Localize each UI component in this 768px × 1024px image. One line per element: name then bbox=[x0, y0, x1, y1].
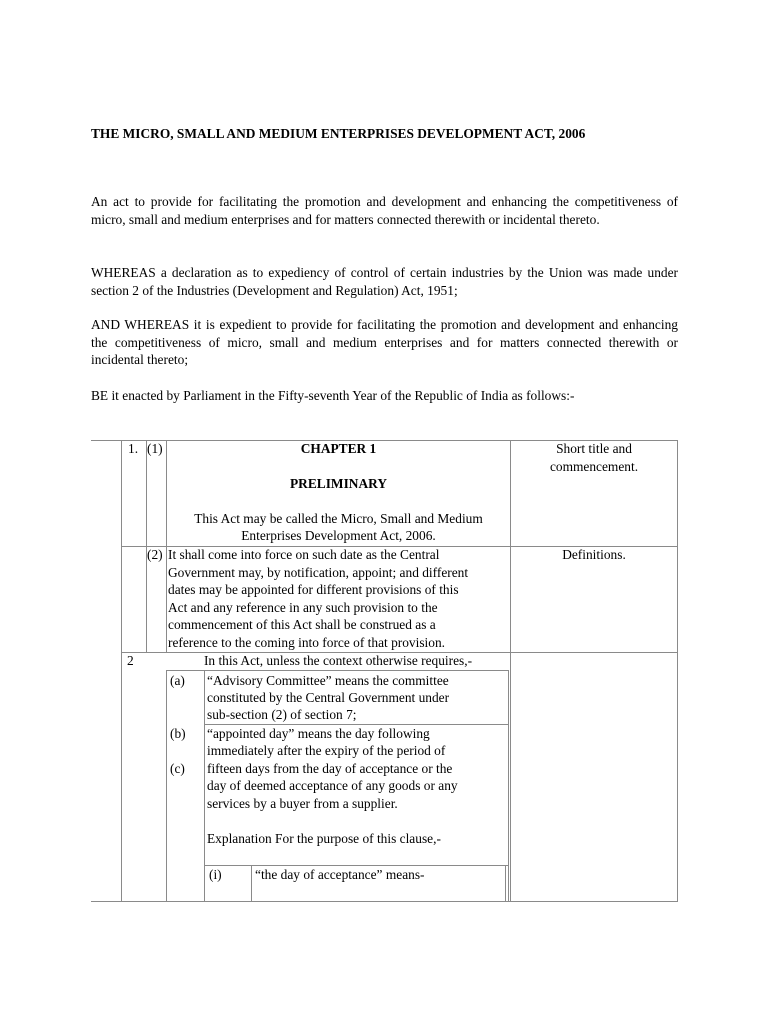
section-text-line: commencement of this Act shall be construed as a bbox=[168, 617, 436, 632]
section-number: 1. bbox=[128, 441, 139, 456]
clause-text-line: services by a buyer from a supplier. bbox=[207, 796, 398, 811]
row-divider bbox=[166, 670, 508, 671]
section-text-line: Government may, by notification, appoint; and different bbox=[168, 565, 469, 580]
section-text-line: reference to the coming into force of that provision. bbox=[168, 635, 446, 650]
section-text-line: Act and any reference in any such provision to the bbox=[168, 600, 438, 615]
subclause-label: (i) bbox=[209, 867, 222, 882]
section-text-line: dates may be appointed for different provisions of this bbox=[168, 582, 459, 597]
chapter-heading: CHAPTER 1 bbox=[300, 441, 377, 456]
act-title: THE MICRO, SMALL AND MEDIUM ENTERPRISES DEVELOPMENT ACT, 2006 bbox=[91, 126, 586, 141]
table-divider bbox=[510, 652, 511, 902]
section-intro: In this Act, unless the context otherwise requires,- bbox=[203, 653, 473, 668]
preamble-paragraph: An act to provide for facilitating the promotion and development and enhancing the competitiveness of micro, small and medium enterprises and for matters connected therewith or incidental thereto. bbox=[91, 194, 678, 227]
clause-text-line: immediately after the expiry of the period of bbox=[207, 743, 446, 758]
clause-label: (c) bbox=[170, 761, 185, 776]
and-whereas-paragraph: AND WHEREAS it is expedient to provide for facilitating the promotion and development and enhancing the competitiveness of micro, small and medium enterprises and for matters connected therewith or incidental thereto; bbox=[91, 317, 678, 367]
section-number: 2 bbox=[127, 653, 134, 668]
margin-note: Definitions. bbox=[562, 547, 626, 562]
table-divider bbox=[121, 440, 122, 902]
subclause-text: “the day of acceptance” means- bbox=[255, 867, 425, 882]
section-text-line: It shall come into force on such date as the Central bbox=[168, 547, 440, 562]
explanation-text: Explanation For the purpose of this clause,- bbox=[207, 831, 441, 846]
margin-note-line: Short title and bbox=[556, 441, 632, 456]
subsection-number: (2) bbox=[147, 547, 163, 562]
section-text-line: Enterprises Development Act, 2006. bbox=[241, 528, 436, 543]
clause-text-line: “appointed day” means the day following bbox=[207, 726, 430, 741]
clause-text-line: fifteen days from the day of acceptance or the bbox=[207, 761, 453, 776]
margin-note-line: commencement. bbox=[549, 459, 639, 474]
subsection-number: (1) bbox=[147, 441, 163, 456]
enactment-paragraph: BE it enacted by Parliament in the Fifty-seventh Year of the Republic of India as follows:- bbox=[91, 388, 575, 403]
table-divider bbox=[204, 670, 205, 901]
clause-text-line: “Advisory Committee” means the committee bbox=[207, 673, 449, 688]
clause-label: (b) bbox=[170, 726, 186, 741]
section-text-line: This Act may be called the Micro, Small and Medium bbox=[194, 511, 483, 526]
clause-label: (a) bbox=[170, 673, 185, 688]
table-divider bbox=[508, 670, 509, 901]
table-border-bottom bbox=[91, 901, 678, 902]
clause-text-line: sub-section (2) of section 7; bbox=[207, 707, 357, 722]
table-divider bbox=[166, 670, 167, 901]
clause-text-line: constituted by the Central Government under bbox=[207, 690, 450, 705]
table-divider bbox=[505, 865, 506, 901]
part-heading: PRELIMINARY bbox=[290, 476, 387, 491]
table-border-right bbox=[677, 440, 678, 902]
clause-text-line: day of deemed acceptance of any goods or any bbox=[207, 778, 458, 793]
table-divider bbox=[251, 865, 252, 901]
whereas-paragraph: WHEREAS a declaration as to expediency of control of certain industries by the Union was made under section 2 of the Industries (Development and Regulation) Act, 1951; bbox=[91, 265, 678, 298]
